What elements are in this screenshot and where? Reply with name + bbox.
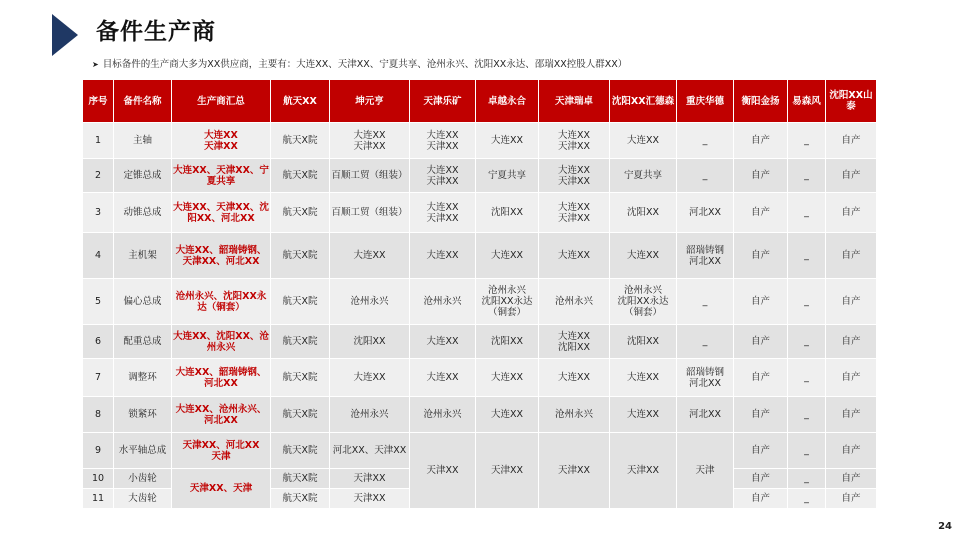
cell-no: 2	[83, 159, 114, 193]
cell-c1: 航天X院	[271, 433, 330, 469]
header-cell: 生产商汇总	[172, 80, 271, 123]
cell-c10: 自产	[826, 469, 877, 489]
header-cell: 重庆华德	[677, 80, 734, 123]
cell-c8: 自产	[734, 489, 788, 509]
cell-c10: 自产	[826, 233, 877, 279]
cell-c9: _	[788, 433, 826, 469]
cell-name: 动锥总成	[114, 193, 172, 233]
cell-c7: 韶瑞铸钢 河北XX	[677, 359, 734, 397]
cell-name: 水平轴总成	[114, 433, 172, 469]
cell-c1: 航天X院	[271, 233, 330, 279]
cell-summary: 大连XX、天津XX、宁夏共享	[172, 159, 271, 193]
cell-c9: _	[788, 325, 826, 359]
page-number: 24	[938, 521, 952, 532]
header-cell: 天津乐矿	[410, 80, 476, 123]
cell-c9: _	[788, 123, 826, 159]
cell-c8: 自产	[734, 359, 788, 397]
cell-c3: 大连XX 天津XX	[410, 123, 476, 159]
cell-name: 主机架	[114, 233, 172, 279]
cell-c2: 天津XX	[330, 469, 410, 489]
cell-c2: 河北XX、天津XX	[330, 433, 410, 469]
header-cell: 沈阳XX汇德森	[610, 80, 677, 123]
cell-summary: 沧州永兴、沈阳XX永达（铜套）	[172, 279, 271, 325]
cell-summary: 大连XX 天津XX	[172, 123, 271, 159]
cell-c5: 沧州永兴	[539, 397, 610, 433]
cell-c3: 大连XX	[410, 325, 476, 359]
table-row	[83, 359, 877, 397]
cell-no: 9	[83, 433, 114, 469]
cell-c3: 沧州永兴	[410, 397, 476, 433]
header-cell: 天津瑞卓	[539, 80, 610, 123]
cell-c5: 大连XX	[539, 233, 610, 279]
cell-summary: 大连XX、沧州永兴、河北XX	[172, 397, 271, 433]
cell-c4: 沈阳XX	[476, 193, 539, 233]
cell-name: 偏心总成	[114, 279, 172, 325]
cell-c7: _	[677, 325, 734, 359]
cell-summary-merged: 天津XX、天津	[172, 469, 271, 509]
cell-name: 小齿轮	[114, 469, 172, 489]
cell-no: 10	[83, 469, 114, 489]
cell-c7: _	[677, 159, 734, 193]
cell-no: 4	[83, 233, 114, 279]
cell-c7: 韶瑞铸钢 河北XX	[677, 233, 734, 279]
cell-c5: 大连XX 天津XX	[539, 159, 610, 193]
header-cell: 备件名称	[114, 80, 172, 123]
cell-c9: _	[788, 397, 826, 433]
cell-c8: 自产	[734, 325, 788, 359]
cell-c3: 大连XX	[410, 233, 476, 279]
cell-name: 调整环	[114, 359, 172, 397]
cell-no: 8	[83, 397, 114, 433]
cell-no: 6	[83, 325, 114, 359]
cell-c8: 自产	[734, 193, 788, 233]
cell-c9: _	[788, 159, 826, 193]
cell-c4: 沈阳XX	[476, 325, 539, 359]
cell-c8: 自产	[734, 233, 788, 279]
cell-c1: 航天X院	[271, 397, 330, 433]
cell-c3: 沧州永兴	[410, 279, 476, 325]
cell-c4-merged: 天津XX	[476, 433, 539, 509]
cell-summary: 大连XX、韶瑞铸钢、天津XX、河北XX	[172, 233, 271, 279]
cell-c2: 百顺工贸（组装）	[330, 193, 410, 233]
cell-c1: 航天X院	[271, 123, 330, 159]
cell-c10: 自产	[826, 489, 877, 509]
cell-c8: 自产	[734, 433, 788, 469]
cell-summary: 天津XX、河北XX 天津	[172, 433, 271, 469]
cell-name: 锁紧环	[114, 397, 172, 433]
cell-c6-merged: 天津XX	[610, 433, 677, 509]
cell-c4: 大连XX	[476, 397, 539, 433]
cell-c4: 沧州永兴 沈阳XX永达（铜套）	[476, 279, 539, 325]
cell-c7: 河北XX	[677, 193, 734, 233]
cell-c3-merged: 天津XX	[410, 433, 476, 509]
cell-c6: 大连XX	[610, 123, 677, 159]
header-cell: 航天XX	[271, 80, 330, 123]
cell-c4: 大连XX	[476, 359, 539, 397]
cell-c1: 航天X院	[271, 359, 330, 397]
cell-c6: 沈阳XX	[610, 193, 677, 233]
header-cell: 沈阳XX山泰	[826, 80, 877, 123]
header-cell: 衡阳金扬	[734, 80, 788, 123]
supplier-table	[82, 79, 877, 509]
cell-no: 3	[83, 193, 114, 233]
cell-c5: 大连XX	[539, 359, 610, 397]
cell-c10: 自产	[826, 325, 877, 359]
cell-no: 7	[83, 359, 114, 397]
cell-c2: 大连XX	[330, 233, 410, 279]
cell-c1: 航天X院	[271, 159, 330, 193]
cell-c10: 自产	[826, 159, 877, 193]
table-header-row	[83, 80, 877, 123]
cell-c5: 大连XX 天津XX	[539, 193, 610, 233]
cell-c7: _	[677, 279, 734, 325]
cell-c10: 自产	[826, 193, 877, 233]
cell-c6: 大连XX	[610, 397, 677, 433]
table-row	[83, 123, 877, 159]
cell-c8: 自产	[734, 123, 788, 159]
cell-c6: 宁夏共享	[610, 159, 677, 193]
cell-c10: 自产	[826, 279, 877, 325]
header-cell: 坤元亨	[330, 80, 410, 123]
header-cell: 卓越永合	[476, 80, 539, 123]
cell-c6: 大连XX	[610, 359, 677, 397]
cell-c1: 航天X院	[271, 279, 330, 325]
cell-c2: 百顺工贸（组装）	[330, 159, 410, 193]
cell-c7: 河北XX	[677, 397, 734, 433]
table-row	[83, 433, 877, 469]
cell-c2: 天津XX	[330, 489, 410, 509]
cell-summary: 大连XX、天津XX、沈阳XX、河北XX	[172, 193, 271, 233]
cell-c5: 大连XX 天津XX	[539, 123, 610, 159]
cell-summary: 大连XX、沈阳XX、沧州永兴	[172, 325, 271, 359]
cell-no: 5	[83, 279, 114, 325]
cell-c1: 航天X院	[271, 193, 330, 233]
cell-c8: 自产	[734, 159, 788, 193]
cell-c9: _	[788, 193, 826, 233]
cell-summary: 大连XX、韶瑞铸钢、河北XX	[172, 359, 271, 397]
cell-c2: 沧州永兴	[330, 279, 410, 325]
cell-c2: 大连XX 天津XX	[330, 123, 410, 159]
table-row	[83, 325, 877, 359]
cell-c2: 大连XX	[330, 359, 410, 397]
cell-c9: _	[788, 359, 826, 397]
cell-c3: 大连XX 天津XX	[410, 193, 476, 233]
cell-no: 11	[83, 489, 114, 509]
cell-c4: 大连XX	[476, 123, 539, 159]
header-cell: 序号	[83, 80, 114, 123]
table-row	[83, 193, 877, 233]
subtitle	[92, 56, 627, 70]
cell-name: 主轴	[114, 123, 172, 159]
page-title: 备件生产商	[96, 19, 216, 45]
cell-c10: 自产	[826, 359, 877, 397]
table-row	[83, 233, 877, 279]
cell-c8: 自产	[734, 279, 788, 325]
cell-c6: 沈阳XX	[610, 325, 677, 359]
cell-c7-merged: 天津	[677, 433, 734, 509]
cell-c9: _	[788, 469, 826, 489]
cell-c9: _	[788, 233, 826, 279]
cell-name: 定锥总成	[114, 159, 172, 193]
cell-c4: 宁夏共享	[476, 159, 539, 193]
cell-c8: 自产	[734, 397, 788, 433]
table-row	[83, 397, 877, 433]
cell-c9: _	[788, 279, 826, 325]
cell-c3: 大连XX	[410, 359, 476, 397]
cell-c10: 自产	[826, 397, 877, 433]
subtitle-text: 目标备件的生产商大多为XX供应商，主要有：大连XX、天津XX、宁夏共享、沧州永兴、沈阳XX永达、邵瑞XX控股人群XX）	[102, 59, 628, 70]
cell-c6: 沧州永兴 沈阳XX永达（铜套）	[610, 279, 677, 325]
cell-c2: 沈阳XX	[330, 325, 410, 359]
table-row	[83, 279, 877, 325]
cell-c7: _	[677, 123, 734, 159]
cell-c10: 自产	[826, 433, 877, 469]
cell-no: 1	[83, 123, 114, 159]
cell-c3: 大连XX 天津XX	[410, 159, 476, 193]
cell-c1: 航天X院	[271, 325, 330, 359]
cell-c8: 自产	[734, 469, 788, 489]
table-row	[83, 159, 877, 193]
cell-c10: 自产	[826, 123, 877, 159]
cell-c5-merged: 天津XX	[539, 433, 610, 509]
cell-c2: 沧州永兴	[330, 397, 410, 433]
cell-c5: 大连XX 沈阳XX	[539, 325, 610, 359]
bullet-arrow-icon: ➤	[92, 60, 99, 69]
cell-c6: 大连XX	[610, 233, 677, 279]
cell-c4: 大连XX	[476, 233, 539, 279]
cell-c9: _	[788, 489, 826, 509]
header-cell: 易森风	[788, 80, 826, 123]
cell-c1: 航天X院	[271, 489, 330, 509]
cell-name: 大齿轮	[114, 489, 172, 509]
title-chevron-icon	[52, 14, 78, 56]
cell-c5: 沧州永兴	[539, 279, 610, 325]
cell-name: 配重总成	[114, 325, 172, 359]
cell-c1: 航天X院	[271, 469, 330, 489]
